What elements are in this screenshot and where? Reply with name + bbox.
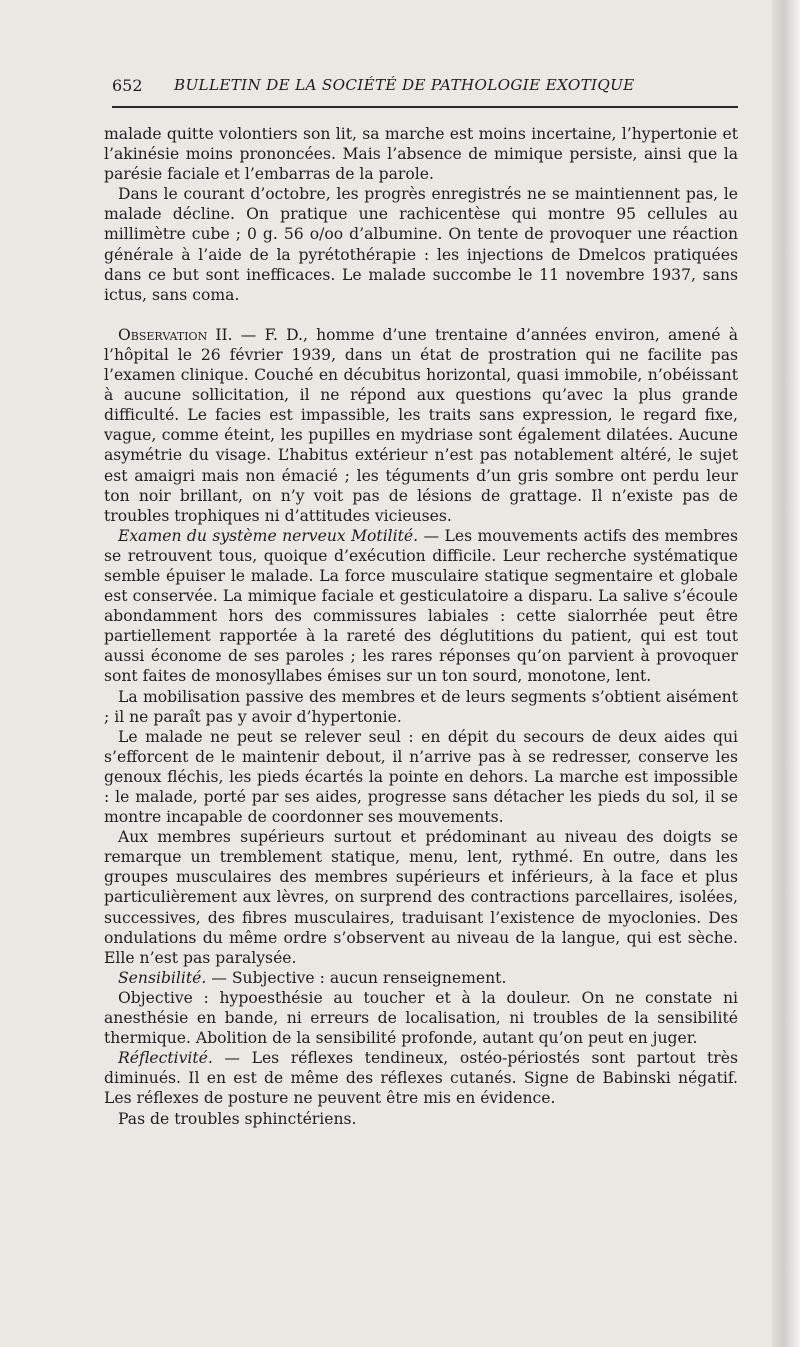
sensibility-heading: Sensibilité.: [118, 968, 207, 987]
paragraph-1: malade quitte volontiers son lit, sa marche est moins incertaine, l’hypertonie et l’akinésie moins prononcées. Mais l’absence de mimique persiste, ainsi que la parésie faciale et l’embarras de la parole.: [104, 125, 738, 184]
nervous-system-text: — Les mouvements actifs des membres se retrouvent tous, quoique d’exécution difficile. Leur recherche systématique semble épuiser le malade. La force musculaire statique segmentaire et globale est conservée. La mimique faciale et gesticulatoire a disparu. La salive s’écoule abondamment hors des commissures labiales : cette sialorrhée peut être partiellement rapportée à la rareté des déglutitions du patient, qui est tout aussi économe de ses paroles ; les rares réponses qu’on parvient à provoquer sont faites de monosyllabes émises sur un ton sourd, monotone, lent.: [104, 526, 738, 686]
paragraph-observation-2: [104, 325, 738, 526]
header-rule: [112, 106, 738, 108]
page-number: 652: [112, 76, 143, 95]
page-edge-shadow: [772, 0, 800, 1347]
sensibility-text: — Subjective : aucun renseignement.: [206, 968, 507, 987]
paragraph-nervous-system: [104, 526, 738, 687]
paragraph-2: Dans le courant d’octobre, les progrès enregistrés ne se maintiennent pas, le malade décline. On pratique une rachicentèse qui montre 95 cellules au millimètre cube ; 0 g. 56 o/oo d’albumine. On tente de provoquer une réaction générale à l’aide de la pyrétothérapie : les injections de Dmelcos pratiquées dans ce but sont inefficaces. Le malade succombe le 11 novembre 1937, sans ictus, sans coma.: [104, 185, 738, 304]
body-text: [104, 124, 738, 1129]
page-header: [112, 76, 736, 100]
nervous-system-heading: Examen du système nerveux Motilité.: [118, 526, 419, 545]
paragraph-sensibility: [104, 968, 738, 988]
running-title: BULLETIN DE LA SOCIÉTÉ DE PATHOLOGIE EXOTIQUE: [174, 76, 635, 94]
observation-heading: Observation II.: [118, 325, 233, 344]
paragraph-passive-mobilization: La mobilisation passive des membres et de leurs segments s’obtient aisément ; il ne paraît pas y avoir d’hypertonie.: [104, 687, 738, 726]
paragraph-sphincters: Pas de troubles sphinctériens.: [118, 1109, 357, 1128]
paragraph-gait: Le malade ne peut se relever seul : en dépit du secours de deux aides qui s’efforcent de le maintenir debout, il n’arrive pas à se redresser, conserve les genoux fléchis, les pieds écartés la pointe en dehors. La marche est impossible : le malade, porté par ses aides, progresse sans détacher les pieds du sol, il se montre incapable de coordonner ses mouvements.: [104, 727, 738, 827]
observation-text: — F. D., homme d’une trentaine d’années environ, amené à l’hôpital le 26 février 1939, dans un état de prostration qui ne facilite pas l’examen clinique. Couché en décubitus horizontal, quasi immobile, n’obéissant à aucune sollicitation, il ne répond aux questions qu’avec la plus grande difficulté. Le facies est impassible, les traits sans expression, le regard fixe, vague, comme éteint, les pupilles en mydriase sont également dilatées. Aucune asymétrie du visage. L’habitus extérieur n’est pas notablement altéré, le sujet est amaigri mais non émacié ; les téguments d’un gris sombre ont perdu leur ton noir brillant, on n’y voit pas de lésions de grattage. Il n’existe pas de troubles trophiques ni d’attitudes vicieuses.: [104, 325, 738, 525]
paragraph-tremor: Aux membres supérieurs surtout et prédominant au niveau des doigts se remarque un tremblement statique, menu, lent, rythmé. En outre, dans les groupes musculaires des membres supérieurs et inférieurs, à la face et plus particulièrement aux lèvres, on surprend des contractions parcellaires, isolées, successives, des fibres musculaires, traduisant l’existence de myoclonies. Des ondulations du même ordre s’observent au niveau de la langue, qui est sèche. Elle n’est pas paralysée.: [104, 828, 738, 967]
paragraph-reflectivity: [104, 1048, 738, 1108]
reflectivity-heading: Réflectivité.: [118, 1049, 213, 1068]
paragraph-objective: Objective : hypoesthésie au toucher et à la douleur. On ne constate ni anesthésie en bande, ni erreurs de localisation, ni troubles de la sensibilité thermique. Abolition de la sensibilité profonde, autant qu’on peut en juger.: [104, 988, 738, 1048]
reflectivity-text: — Les réflexes tendineux, ostéo-périostés sont partout très diminués. Il en est de même des réflexes cutanés. Signe de Babinski négatif. Les réflexes de posture ne peuvent être mis en évidence.: [104, 1049, 738, 1108]
